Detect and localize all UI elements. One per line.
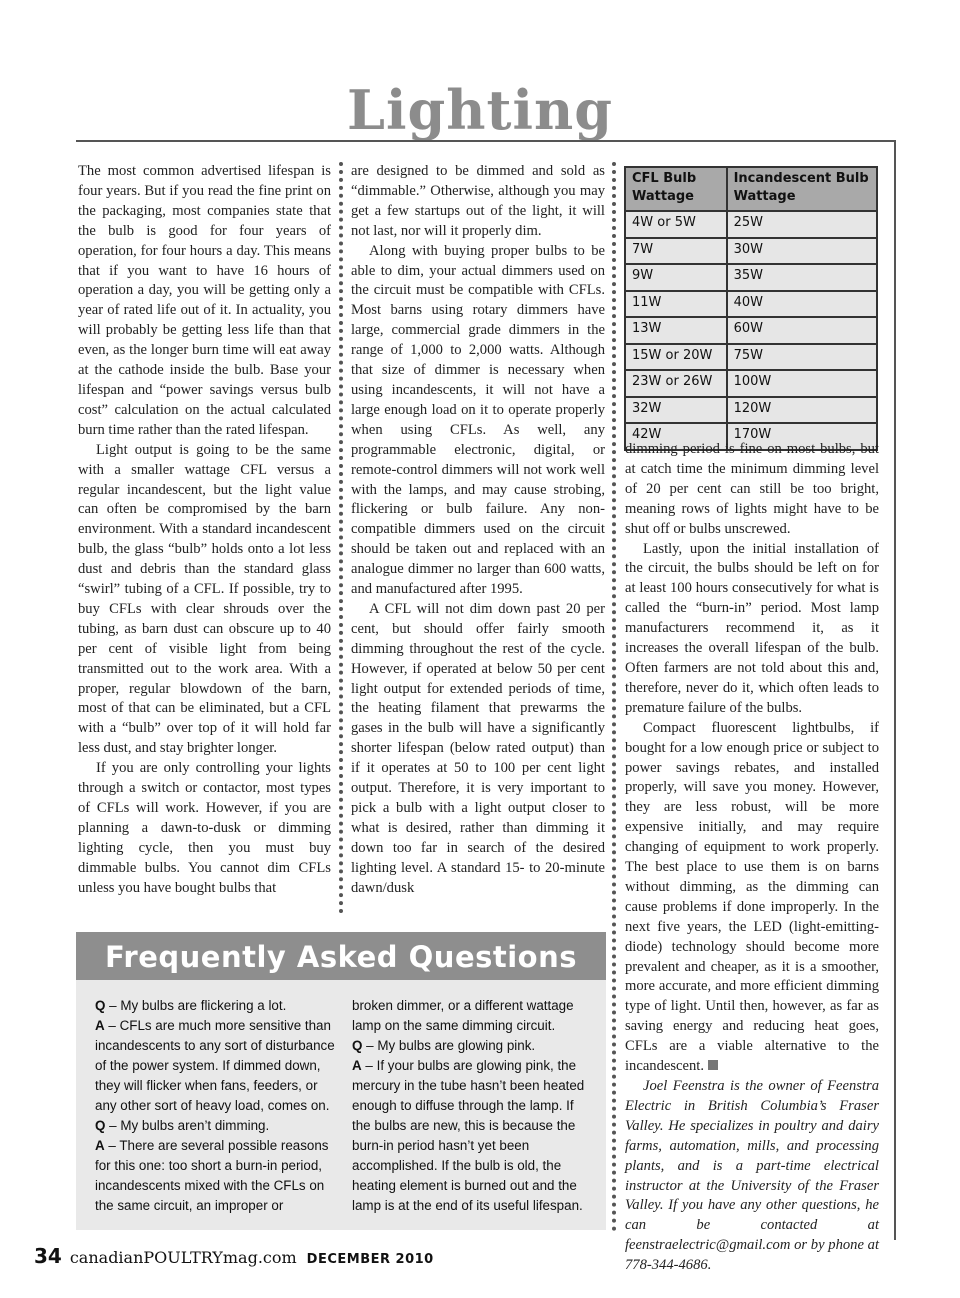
article-paragraph: If you are only controlling your lights through a switch or contactor, most types of CFLs will work. However, if you are planning a dawn-to-dusk or dimming lighting cycle, then you must buy dimmable bulbs. You cannot dim CFLs unless you have bought bulbs that — [78, 760, 331, 896]
magazine-url: canadianPOULTRYmag.com — [69, 1248, 297, 1267]
table-cell: 42W — [625, 423, 727, 450]
table-header-cfl: CFL Bulb Wattage — [625, 167, 727, 211]
table-row — [625, 291, 877, 318]
table-cell: 7W — [625, 238, 727, 265]
column-divider-1 — [339, 162, 343, 914]
table-row — [625, 344, 877, 371]
article-column-1 — [78, 162, 331, 899]
table-cell: 4W or 5W — [625, 211, 727, 238]
table-cell: 100W — [727, 370, 877, 397]
article-column-2 — [351, 162, 605, 899]
section-title: Lighting — [347, 78, 613, 142]
table-row — [625, 317, 877, 344]
column-divider-2 — [612, 162, 616, 1232]
faq-question: Q – My bulbs aren’t dimming. — [95, 1118, 270, 1133]
faq-answer: A – There are several possible reasons for this one: too short a burn-in period, incandescents mixed with the CFLs on the same circuit, an improper or — [95, 1138, 329, 1213]
table-cell: 32W — [625, 397, 727, 424]
article-paragraph — [625, 719, 879, 1077]
faq-answer: A – CFLs are much more sensitive than incandescents to any sort of disturbance of the power system. If dimmed down, they will flicker when fans, feeders, or any other sort of heavy load, comes on. — [95, 1018, 335, 1113]
page-number: 34 — [34, 1244, 62, 1268]
end-mark-icon — [708, 1060, 718, 1070]
faq-column-right — [352, 996, 592, 1216]
faq-answer: A – If your bulbs are glowing pink, the mercury in the tube hasn’t been heated enough to diffuse through the lamp. If the bulbs are new, this is because the burn-in period hasn’t yet been accomplished. If the bulb is old, the heating element is burned out and the lamp is at the end of its useful lifespan. — [352, 1058, 585, 1213]
frame-right-rule — [894, 140, 896, 1240]
faq-column-left — [95, 996, 335, 1216]
closing-paragraph-text: Compact fluorescent lightbulbs, if bought for a low enough price or subject to power savings rebates, and installed properly, will save you money. However, they are less robust, will be more expensive initially, and may require changing of equipment to work properly. The best place to use them is on barns without dimming, as the dimming can cause problems if done improperly. In the next five years, the LED (light-emitting-diode) technology should become more prevalent and cheaper, as it is a smoother, more accurate, and more efficient dimming type of light. Until then, however, as far as saving energy and reducing heat goes, CFLs are a viable alternative to the incandescent. — [625, 719, 879, 1075]
table-row — [625, 211, 877, 238]
table-row — [625, 370, 877, 397]
faq-question: Q – My bulbs are flickering a lot. — [95, 998, 287, 1013]
article-paragraph: Lastly, upon the initial installation of the circuit, the bulbs should be left on for at least 100 hours consecutively for what is called the “burn-in” period. Most lamp manufacturers recommend it, as it increases the overall lifespan of the bulb. Often farmers are not told about this and, therefore, never do it, which often leads to premature failure of the bulbs. — [625, 540, 879, 716]
article-paragraph: dimming period is fine on most bulbs, but at catch time the minimum dimming level of 20 per cent can still be too bright, meaning rows of lights might have to be shut off or bulbs unscrewed. — [625, 441, 879, 537]
table-cell: 13W — [625, 317, 727, 344]
article-paragraph: are designed to be dimmed and sold as “dimmable.” Otherwise, although you may get a few startups out of the light, it will not last, nor will it properly dim. — [351, 163, 605, 239]
table-cell: 9W — [625, 264, 727, 291]
faq-answer-continued: broken dimmer, or a different wattage lamp on the same dimming circuit. — [352, 998, 574, 1033]
article-paragraph: The most common advertised lifespan is four years. But if you read the fine print on the packaging, most companies state that the bulb is good for four years of operation, for four hours a day. This means that if you want to have 16 hours of operation a day, you will be getting only a year of rated life out of it. In actuality, you will probably be getting less life than that even, as the longer burn time will eat away at the cathode inside the bulb. Base your lifespan and “power savings versus bulb cost” calculation on the actual calculated burn time rather than the rated lifespan. — [78, 163, 331, 438]
faq-question: Q – My bulbs are glowing pink. — [352, 1038, 536, 1053]
page-footer — [34, 1244, 434, 1268]
table-cell: 15W or 20W — [625, 344, 727, 371]
article-paragraph: Light output is going to be the same with a smaller wattage CFL versus a regular incandescent, but the light value can often be compromised by the barn environment. With a standard incandescent bulb, the glass “bulb” holds onto a lot less dust and debris than the standard glass “swirl” tubing of a CFL. If possible, try to buy CFLs with clear shrouds over the tubing, as barn dust can obscure up to 40 per cent of visible light from being transmitted out to the work area. With a proper, regular blowdown of the barn, most of that can be eliminated, but a CFL with a “bulb” over top of it will hold far less dust, and stay brighter longer. — [78, 441, 331, 757]
article-paragraph: Along with buying proper bulbs to be able to dim, your actual dimmers used on the circuit must be compatible with CFLs. Most barns using rotary dimmers have large, commercial grade dimmers in the range of 1,000 to 2,000 watts. Although that size of dimmer is necessary when using incandescents, it will not have a large enough load on it to operate properly when using CFLs. As well, any programmable electronic, digital, or remote-control dimmers will not work well with the lamps, and may cause strobing, flickering or bulb failure. Any non-compatible dimmers used on the circuit should be taken out and replaced with an analogue dimmer no larger than 600 watts, and manufactured after 1995. — [351, 242, 605, 598]
faq-title: Frequently Asked Questions — [76, 932, 606, 980]
table-cell: 75W — [727, 344, 877, 371]
article-column-3 — [625, 440, 879, 1276]
author-bio: Joel Feenstra is the owner of Feenstra Electric in British Columbia’s Fraser Valley. He specializes in poultry and dairy farms, automation, mills, and processing plants, and is a part-time electrical instructor at the University of the Fraser Valley. If you have any other questions, he can be contacted at feenstraelectric@gmail.com or by phone at 778-344-4686. — [625, 1078, 879, 1274]
table-cell: 120W — [727, 397, 877, 424]
table-cell: 60W — [727, 317, 877, 344]
table-cell: 30W — [727, 238, 877, 265]
table-cell: 11W — [625, 291, 727, 318]
article-paragraph: A CFL will not dim down past 20 per cent, but should offer fairly smooth dimming throughout the rest of the cycle. However, if operated at below 50 per cent light output for extended periods of time, the heating filament that prewarms the gases in the bulb will have a significantly shorter lifespan (below rated output) than if it operates at 50 to 100 per cent light output. Therefore, it is very important to pick a bulb with a light output closer to what is desired, rather than dimming it down too far in search of the desired lighting level. A standard 15- to 20-minute dawn/dusk — [351, 600, 605, 896]
table-cell: 40W — [727, 291, 877, 318]
frame-top-rule — [76, 140, 896, 142]
issue-date: DECEMBER 2010 — [306, 1252, 434, 1267]
table-row — [625, 397, 877, 424]
table-row — [625, 238, 877, 265]
table-cell: 25W — [727, 211, 877, 238]
table-cell: 170W — [727, 423, 877, 450]
table-row — [625, 264, 877, 291]
table-cell: 35W — [727, 264, 877, 291]
bulb-wattage-table — [624, 166, 878, 451]
table-cell: 23W or 26W — [625, 370, 727, 397]
table-header-incandescent: Incandescent Bulb Wattage — [727, 167, 877, 211]
table-header-row — [625, 167, 877, 211]
